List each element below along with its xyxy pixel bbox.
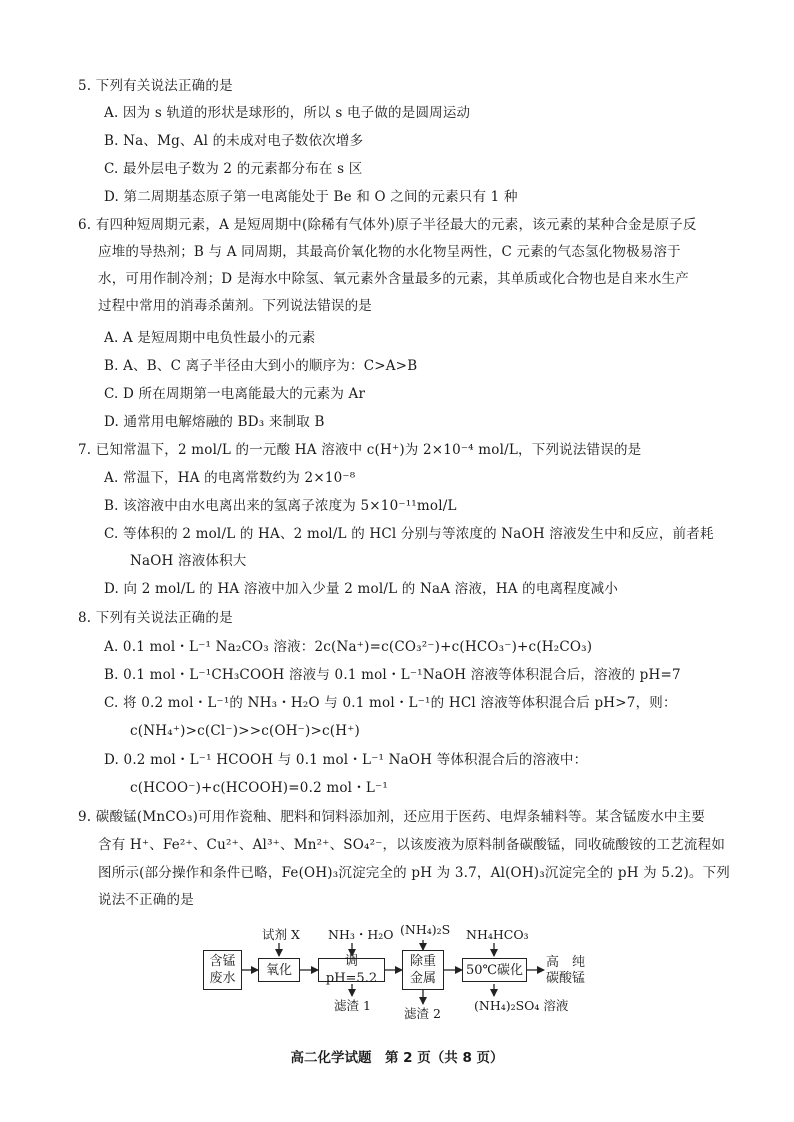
q6-stem-line4: 过程中常用的消毒杀菌剂。下列说法错误的是 xyxy=(98,298,372,314)
label-reagent-x: 试剂 X xyxy=(262,927,300,942)
q8-option-d-line1: D. 0.2 mol・L⁻¹ HCOOH 与 0.1 mol・L⁻¹ NaOH 等体积混合后的溶液中： xyxy=(104,752,588,768)
q9-stem-line1: 9. 碳酸锰(MnCO₃)可用作瓷釉、肥料和饲料添加剂，还应用于医药、电焊条辅料等。某含锰废水中主要 xyxy=(78,809,706,825)
box-remove-heavy-metals: 除重 金属 xyxy=(402,950,444,990)
label-nh4-2s: (NH₄)₂S xyxy=(400,922,451,937)
label-residue-2: 滤渣 2 xyxy=(404,1006,441,1021)
q7-option-a: A. 常温下，HA 的电离常数约为 2×10⁻⁸ xyxy=(104,470,356,486)
q5-option-d: D. 第二周期基态原子第一电离能处于 Be 和 O 之间的元素只有 1 种 xyxy=(104,189,518,205)
q7-option-c-line1: C. 等体积的 2 mol/L 的 HA、2 mol/L 的 HCl 分别与等浓度的 NaOH 溶液发生中和反应，前者耗 xyxy=(104,526,714,542)
q6-stem-line1: 6. 有四种短周期元素，A 是短周期中(除稀有气体外)原子半径最大的元素，该元素的某种合金是原子反 xyxy=(78,217,697,233)
q7-option-b: B. 该溶液中由水电离出来的氢离子浓度为 5×10⁻¹¹mol/L xyxy=(104,498,457,514)
q8-option-d-line2: c(HCOO⁻)+c(HCOOH)=0.2 mol・L⁻¹ xyxy=(130,780,388,796)
q5-option-a: A. 因为 s 轨道的形状是球形的，所以 s 电子做的是圆周运动 xyxy=(104,105,471,121)
label-residue-1: 滤渣 1 xyxy=(334,998,371,1013)
q9-stem-line4: 说法不正确的是 xyxy=(98,892,194,908)
product-high-purity-mnco3: 高 纯 碳酸锰 xyxy=(546,955,586,986)
q8-option-a: A. 0.1 mol・L⁻¹ Na₂CO₃ 溶液：2c(Na⁺)=c(CO₃²⁻)+c(HCO₃⁻)+c(H₂CO₃) xyxy=(104,639,593,655)
label-nh3h2o: NH₃・H₂O xyxy=(328,927,394,942)
q6-option-c: C. D 所在周期第一电离能最大的元素为 Ar xyxy=(104,386,366,402)
q5-stem: 5. 下列有关说法正确的是 xyxy=(78,78,233,94)
q9-stem-line3: 图所示(部分操作和条件已略，Fe(OH)₃沉淀完全的 pH 为 3.7，Al(OH)₃沉淀完全的 pH 为 5.2)。下列 xyxy=(98,865,731,881)
q9-stem-line2: 含有 H⁺、Fe²⁺、Cu²⁺、Al³⁺、Mn²⁺、SO₄²⁻，以该废液为原料制备碳酸锰，同收硫酸铵的工艺流程如 xyxy=(98,837,726,853)
q5-option-c: C. 最外层电子数为 2 的元素都分布在 s 区 xyxy=(104,161,363,177)
q6-option-a: A. A 是短周期中电负性最小的元素 xyxy=(104,330,316,346)
q5-option-b: B. Na、Mg、Al 的未成对电子数依次增多 xyxy=(104,133,364,149)
q8-option-c-line1: C. 将 0.2 mol・L⁻¹的 NH₃・H₂O 与 0.1 mol・L⁻¹的 HCl 溶液等体积混合后 pH>7，则： xyxy=(104,695,677,711)
box-carbonation: 50℃碳化 xyxy=(462,958,527,982)
q8-stem: 8. 下列有关说法正确的是 xyxy=(78,610,233,626)
q6-stem-line2: 应堆的导热剂；B 与 A 同周期，其最高价氧化物的水化物呈两性，C 元素的气态氢化物极易溶于 xyxy=(98,244,681,260)
box-adjust-ph: 调 pH=5.2 xyxy=(318,958,385,982)
label-ammonium-sulfate: (NH₄)₂SO₄ 溶液 xyxy=(474,998,569,1013)
label-nh4hco3: NH₄HCO₃ xyxy=(466,927,529,942)
box-manganese-wastewater: 含锰 废水 xyxy=(203,950,242,990)
q8-option-c-line2: c(NH₄⁺)>c(Cl⁻)>>c(OH⁻)>c(H⁺) xyxy=(130,723,360,739)
box-oxidation: 氧化 xyxy=(258,958,300,982)
q7-option-c-line2: NaOH 溶液体积大 xyxy=(130,553,247,569)
q8-option-b: B. 0.1 mol・L⁻¹CH₃COOH 溶液与 0.1 mol・L⁻¹NaOH 溶液等体积混合后，溶液的 pH=7 xyxy=(104,667,681,683)
q7-option-d: D. 向 2 mol/L 的 HA 溶液中加入少量 2 mol/L 的 NaA 溶液，HA 的电离程度减小 xyxy=(104,581,619,597)
q7-stem: 7. 已知常温下，2 mol/L 的一元酸 HA 溶液中 c(H⁺)为 2×10⁻⁴ mol/L，下列说法错误的是 xyxy=(78,442,642,458)
q6-stem-line3: 水，可用作制冷剂；D 是海水中除氢、氧元素外含量最多的元素，其单质或化合物也是自来水生产 xyxy=(98,271,689,287)
q6-option-d: D. 通常用电解熔融的 BD₃ 来制取 B xyxy=(104,414,325,430)
q6-option-b: B. A、B、C 离子半径由大到小的顺序为：C>A>B xyxy=(104,358,418,374)
page-footer: 高二化学试题 第 2 页（共 8 页） xyxy=(290,1050,504,1066)
